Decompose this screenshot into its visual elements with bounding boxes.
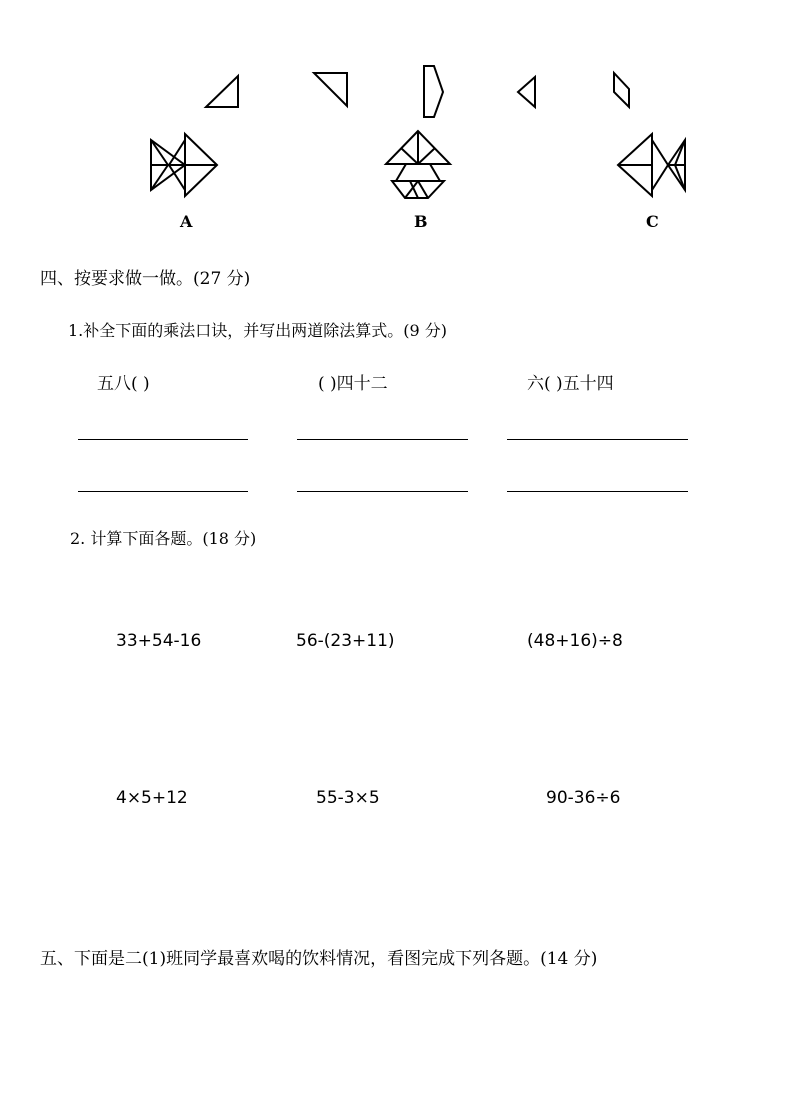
answer-line[interactable]: [78, 439, 248, 440]
parallelogram-piece-icon: [614, 73, 629, 107]
question-2-title: 2. 计算下面各题。(18 分): [70, 529, 257, 548]
question-1-title: 1.补全下面的乘法口诀，并写出两道除法算式。(9 分): [68, 321, 448, 340]
multiplication-item-1: 五八( ): [97, 374, 150, 394]
fish-right-figure-icon: [618, 134, 685, 196]
calc-expression: 33+54-16: [116, 631, 202, 651]
calc-expression: (48+16)÷8: [527, 631, 623, 651]
calc-expression: 4×5+12: [116, 788, 188, 808]
tangram-figures: [0, 0, 790, 240]
answer-line[interactable]: [297, 491, 468, 492]
fish-left-figure-icon: [151, 134, 217, 196]
triangle-piece-icon: [206, 76, 238, 107]
option-b-label: B: [414, 212, 428, 231]
triangle-piece-icon: [314, 73, 347, 106]
answer-line[interactable]: [78, 491, 248, 492]
answer-line[interactable]: [297, 439, 468, 440]
calc-expression: 56-(23+11): [296, 631, 395, 651]
option-c-label: C: [646, 212, 659, 231]
trapezoid-piece-icon: [424, 66, 443, 117]
calc-expression: 55-3×5: [316, 788, 380, 808]
section-5-title: 五、下面是二(1)班同学最喜欢喝的饮料情况，看图完成下列各题。(14 分): [40, 949, 598, 969]
multiplication-item-3: 六( )五十四: [527, 374, 614, 394]
basket-figure-icon: [386, 131, 450, 198]
answer-line[interactable]: [507, 491, 688, 492]
answer-line[interactable]: [507, 439, 688, 440]
calc-expression: 90-36÷6: [546, 788, 621, 808]
option-a-label: A: [180, 212, 193, 231]
multiplication-item-2: ( )四十二: [318, 374, 388, 394]
small-triangle-piece-icon: [518, 77, 535, 107]
section-4-title: 四、按要求做一做。(27 分): [40, 269, 251, 289]
